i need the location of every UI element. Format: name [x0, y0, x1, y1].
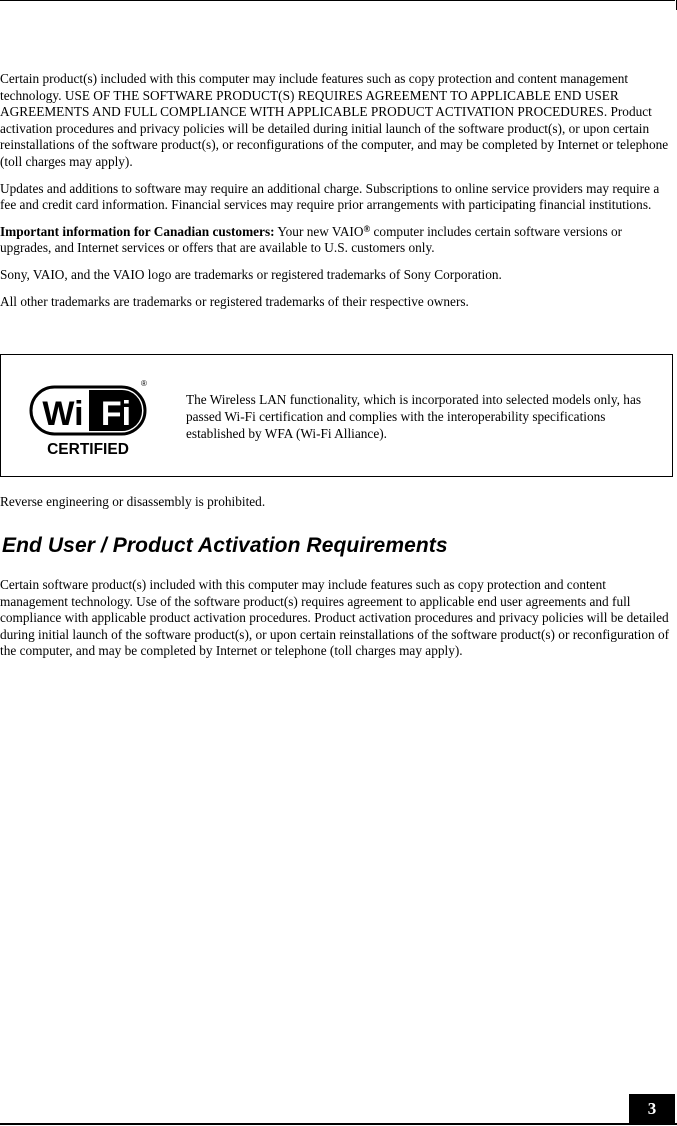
intro-text	[0, 71, 670, 320]
reverse-engineering-note: Reverse engineering or disassembly is prohibited.	[0, 494, 266, 509]
paragraph-sony-trademarks: Sony, VAIO, and the VAIO logo are trademarks or registered trademarks of Sony Corporation.	[0, 266, 502, 282]
paragraph-canadian	[0, 224, 670, 257]
canadian-heading: Important information for Canadian customers:	[0, 223, 275, 239]
logo-wi: Wi	[42, 395, 84, 433]
paragraph-updates: Updates and additions to software may require an additional charge. Subscriptions to online service providers may require a fee and credit card information. Financial services may require prior arrangements with participating financial institutions.	[0, 180, 660, 213]
logo-reg: ®	[141, 379, 147, 388]
section-title: End User / Product Activation Requirements	[2, 534, 448, 557]
wifi-notice-box	[0, 354, 673, 477]
canadian-text-pre: Your new VAIO	[274, 223, 364, 239]
bottom-rule	[0, 1123, 677, 1125]
page-number: 3	[629, 1094, 675, 1123]
paragraph-copy-protection: Certain product(s) included with this computer may include features such as copy protection and content management technology. USE OF THE SOFTWARE PRODUCT(S) REQUIRES AGREEMENT TO APPLICABLE END USER AGREEMENTS AND FULL COMPLIANCE WITH APPLICABLE PRODUCT ACTIVATION PROCEDURES. Product activation procedures and privacy policies will be detailed during initial launch of the software product(s), or upon certain reinstallations of the software product(s), or reconfigurations of the computer, and may be completed by Internet or telephone (toll charges may apply).	[0, 71, 669, 169]
wifi-certified-logo	[29, 379, 151, 459]
top-rule	[0, 0, 675, 1]
section-body: Certain software product(s) included with this computer may include features such as copy protection and content management technology. Use of the software product(s) requires agreement to applicable end user agreements and full compliance with applicable product activation procedures. Product activation procedures and privacy policies will be detailed during initial launch of the software product(s), or upon certain reinstallations of the software product(s) or reconfiguration of the computer, and may be completed by Internet or telephone (toll charges may apply).	[0, 577, 670, 659]
canadian-text-post: computer includes certain software versions or upgrades, and Internet services or offers that are available to U.S. customers only.	[0, 223, 623, 256]
paragraph-other-trademarks: All other trademarks are trademarks or registered trademarks of their respective owners.	[0, 293, 469, 309]
registered-mark: ®	[363, 223, 371, 234]
wifi-description: The Wireless LAN functionality, which is incorporated into selected models only, has passed Wi-Fi certification and complies with the interoperability specifications established by WFA (Wi-Fi Alliance).	[186, 392, 642, 441]
logo-fi: Fi	[100, 395, 132, 433]
logo-certified: CERTIFIED	[47, 441, 129, 458]
